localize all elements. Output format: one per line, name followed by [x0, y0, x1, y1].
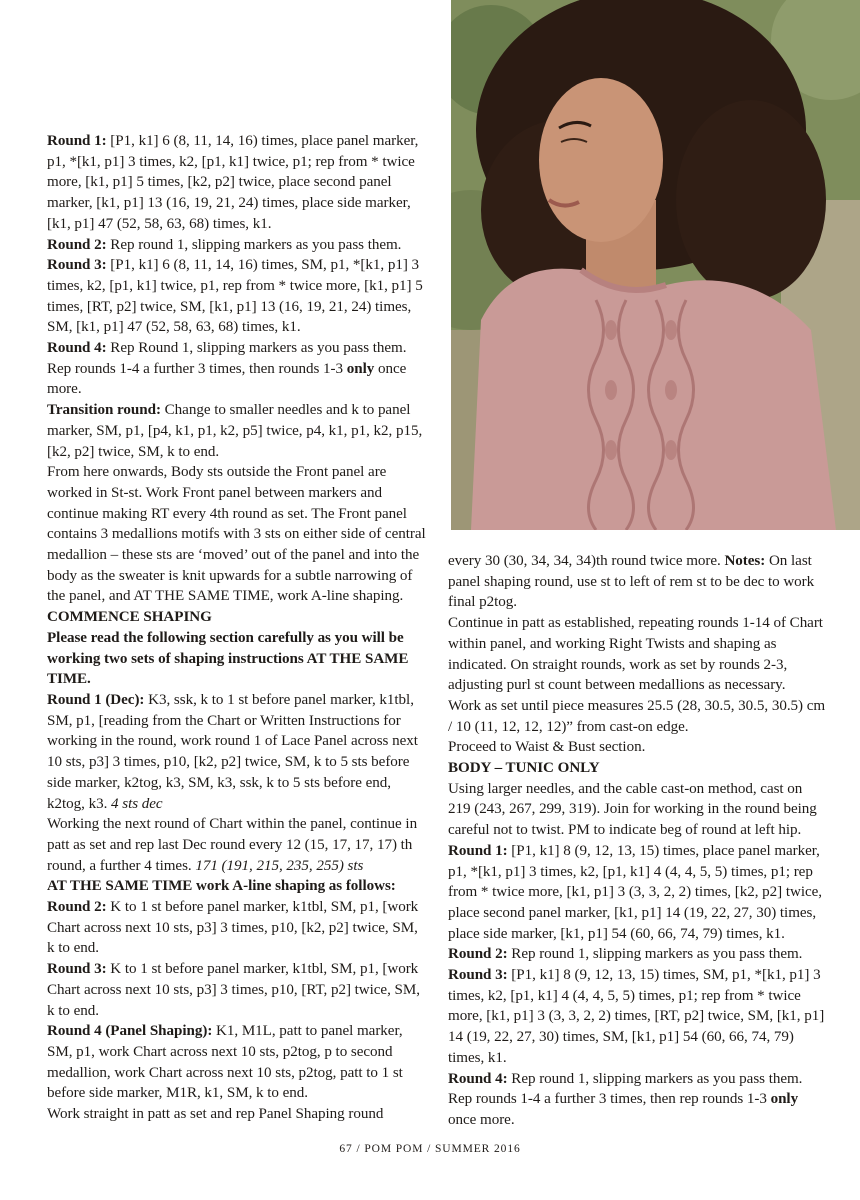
- paragraph: Round 4 (Panel Shaping): K1, M1L, patt to panel marker, SM, p1, work Chart across next 10 sts, p2tog, p to second medallion, work Chart across next 10 sts, p2tog, patt to 1 st before side marker, M1R, k1, SM, k to end.: [47, 1023, 403, 1102]
- paragraph: Round 2: Rep round 1, slipping markers as you pass them.: [448, 946, 803, 963]
- page-footer: 67 / POM POM / SUMMER 2016: [339, 1143, 521, 1155]
- paragraph: Round 3: [P1, k1] 6 (8, 11, 14, 16) times, SM, p1, *[k1, p1] 3 times, k2, [p1, k1] twice, p1, rep from * twice more, [k1, p1] 5 times, [RT, p2] twice, SM, [k1, p1] 13 (16, 19, 21, 24) times, SM, [k1, p1] 47 (52, 58, 63, 68) times, k1.: [47, 257, 423, 336]
- instructions-column-left: [47, 131, 427, 1125]
- paragraph: Round 4: Rep round 1, slipping markers as you pass them.: [448, 1070, 803, 1087]
- paragraph: Round 3: [P1, k1] 8 (9, 12, 13, 15) times, SM, p1, *[k1, p1] 3 times, k2, [p1, k1] 4 (4, 4, 5, 5) times, p1; rep from * twice more, [k1, p1] 3 (3, 3, 2, 2) times, [RT, p2] twice, SM, [k1, p1] 14 (19, 22, 27, 30) times, SM, [k1, p1] 54 (60, 66, 74, 79) times, k1.: [448, 967, 825, 1066]
- paragraph: Rep rounds 1-4 a further 3 times, then rounds 1-3 only once more.: [47, 360, 407, 398]
- paragraph: Round 3: K to 1 st before panel marker, k1tbl, SM, p1, [work Chart across next 10 sts, p3] 3 times, p10, [RT, p2] twice, SM, k to end.: [47, 961, 420, 1019]
- section-heading: AT THE SAME TIME work A-line shaping as follows:: [47, 878, 396, 895]
- paragraph: Round 4: Rep Round 1, slipping markers as you pass them.: [47, 340, 407, 357]
- model-wearing-lace-sweater-illustration: [451, 0, 860, 530]
- paragraph: Round 1: [P1, k1] 6 (8, 11, 14, 16) times, place panel marker, p1, *[k1, p1] 3 times, k2, [p1, k1] twice, p1; rep from * twice more, [k1, p1] 5 times, [k2, p2] twice, place second panel marker, [k1, p1] 13 (16, 19, 21, 24) times, place side marker, [k1, p1] 47 (52, 58, 63, 68) times, k1.: [47, 133, 419, 232]
- paragraph: Rep rounds 1-4 a further 3 times, then rep rounds 1-3 only once more.: [448, 1091, 799, 1128]
- paragraph: Round 2: K to 1 st before panel marker, k1tbl, SM, p1, [work Chart across next 10 sts, p3] 3 times, p10, [k2, p2] twice, SM, k to end.: [47, 899, 419, 957]
- paragraph: Continue in patt as established, repeating rounds 1-14 of Chart within panel, and working Right Twists and shaping as indicated. On straight rounds, work as set by rounds 2-3, adjusting purl st count between medallions as necessary.: [448, 615, 823, 694]
- instructions-column-right: [448, 551, 826, 1131]
- paragraph: Working the next round of Chart within the panel, continue in patt as set and rep last Dec round every 12 (15, 17, 17, 17) th round, a further 4 times. 171 (191, 215, 235, 255) sts: [47, 816, 418, 874]
- paragraph: every 30 (30, 34, 34, 34)th round twice more. Notes: On last panel shaping round, use st to left of rem st to be dec to work final p2tog.: [448, 553, 815, 611]
- section-heading: COMMENCE SHAPING: [47, 609, 212, 626]
- paragraph: Transition round: Change to smaller needles and k to panel marker, SM, p1, [p4, k1, p1, k2, p5] twice, p4, k1, p1, k2, p15, [k2, p2] twice, SM, k to end.: [47, 402, 423, 460]
- model-photo: [451, 0, 860, 530]
- paragraph: Round 1 (Dec): K3, ssk, k to 1 st before panel marker, k1tbl, SM, p1, [reading from the Chart or Written Instructions for working in the round, work round 1 of Lace Panel across next 10 sts, p3] 3 times, p10, [k2, p2] twice, SM, k to 5 sts before side marker, k2tog, k3, SM, k3, ssk, k to 5 sts before end, k2tog, k3. 4 sts dec: [47, 691, 418, 812]
- section-heading: BODY – TUNIC ONLY: [448, 760, 600, 777]
- paragraph: Using larger needles, and the cable cast-on method, cast on 219 (243, 267, 299, 319). Join for working in the round being careful not to twist. PM to indicate beg of round at left hip.: [448, 780, 817, 839]
- paragraph: From here onwards, Body sts outside the Front panel are worked in St-st. Work Front panel between markers and continue making RT every 4th round as set. The Front panel contains 3 medallions motifs with 3 sts on either side of central medallion – these sts are ‘moved’ out of the panel and into the body as the sweater is knit upwards for a subtle narrowing of the panel, and AT THE SAME TIME, work A-line shaping.: [47, 464, 426, 605]
- paragraph: Work straight in patt as set and rep Panel Shaping round: [47, 1106, 384, 1123]
- section-note: Please read the following section carefully as you will be working two sets of shaping instructions AT THE SAME TIME.: [47, 629, 409, 688]
- paragraph: Proceed to Waist & Bust section.: [448, 739, 646, 756]
- paragraph: Round 1: [P1, k1] 8 (9, 12, 13, 15) times, place panel marker, p1, *[k1, p1] 3 times, k2, [p1, k1] 4 (4, 4, 5, 5) times, p1; rep from * twice more, [k1, p1] 3 (3, 3, 2, 2) times, [k2, p2] twice, place second panel marker, [k1, p1] 14 (19, 22, 27, 30) times, place side marker, [k1, p1] 54 (60, 66, 74, 79) times, k1.: [448, 842, 823, 942]
- paragraph: Round 2: Rep round 1, slipping markers as you pass them.: [47, 236, 402, 253]
- paragraph: Work as set until piece measures 25.5 (28, 30.5, 30.5, 30.5) cm / 10 (11, 12, 12, 12)” from cast-on edge.: [448, 697, 826, 735]
